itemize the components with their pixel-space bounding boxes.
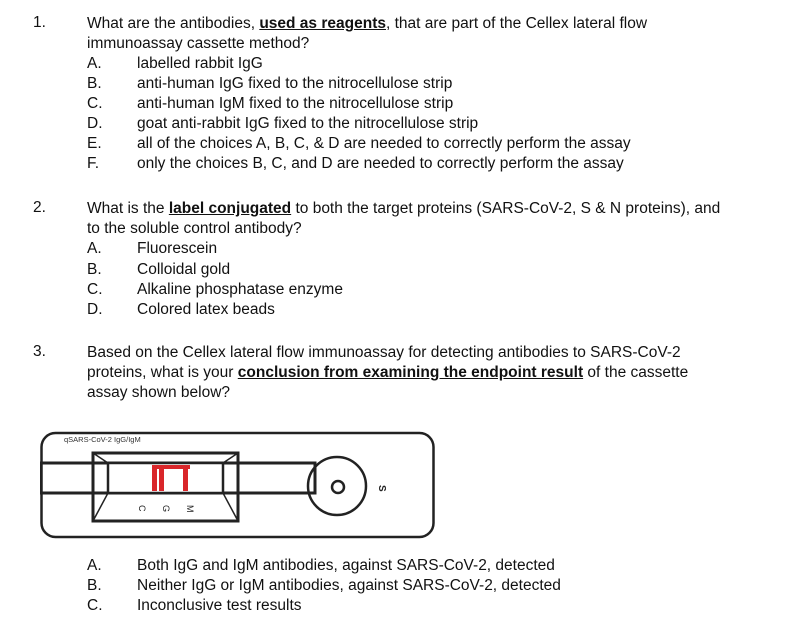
option-f: F. only the choices B, C, and D are needed to correctly perform the assay xyxy=(87,155,624,172)
stem-text: What is the xyxy=(87,200,169,217)
option-c: C. Inconclusive test results xyxy=(87,597,302,614)
stem-text: to both the target proteins (SARS-CoV-2, S & N proteins), and to the soluble control antibody? xyxy=(87,200,721,237)
result-line-bar xyxy=(152,465,190,469)
stem-emphasis: used as reagents xyxy=(259,15,386,32)
option-b: B. anti-human IgG fixed to the nitrocellulose strip xyxy=(87,75,453,92)
option-b: B. Neither IgG or IgM antibodies, against SARS-CoV-2, detected xyxy=(87,577,561,594)
window-marks xyxy=(137,505,195,513)
well-label: S xyxy=(376,485,387,492)
result-line-m xyxy=(183,467,188,491)
option-d: D. goat anti-rabbit IgG fixed to the nitrocellulose strip xyxy=(87,115,479,132)
option-e: E. all of the choices A, B, C, & D are needed to correctly perform the assay xyxy=(87,135,631,152)
stem-text: Based on the Cellex lateral flow immunoassay for detecting antibodies to SARS-CoV-2 proteins, what is your xyxy=(87,344,681,381)
stem-text: What are the antibodies, xyxy=(87,15,260,32)
mark-g: G xyxy=(161,505,171,513)
mark-m: M xyxy=(185,505,195,513)
stem-emphasis: conclusion from examining the endpoint result xyxy=(237,364,584,381)
bevel-line xyxy=(223,493,238,521)
option-a: A. Fluorescein xyxy=(87,240,218,257)
sample-well-outer xyxy=(308,457,366,515)
question-stem xyxy=(87,199,737,239)
stem-text: of the cassette assay shown below? xyxy=(87,364,689,401)
cassette-diagram xyxy=(40,425,435,540)
cassette-label: qSARS-CoV-2 IgG/IgM xyxy=(64,435,141,444)
option-b: B. Colloidal gold xyxy=(87,261,231,278)
result-line-left xyxy=(152,467,157,491)
question-number: 2. xyxy=(33,199,46,216)
option-a: A. Both IgG and IgM antibodies, against SARS-CoV-2, detected xyxy=(87,557,555,574)
option-c: C. Alkaline phosphatase enzyme xyxy=(87,281,343,298)
option-d: D. Colored latex beads xyxy=(87,301,275,318)
question-stem xyxy=(87,14,737,54)
question-number: 3. xyxy=(33,343,46,360)
stem-emphasis: label conjugated xyxy=(168,200,292,217)
question-stem xyxy=(87,343,712,403)
sample-well-inner xyxy=(332,481,344,493)
stem-text: , that are part of the Cellex lateral flow immunoassay cassette method? xyxy=(87,15,648,52)
question-number: 1. xyxy=(33,14,46,31)
bevel-line xyxy=(93,493,108,521)
option-a: A. labelled rabbit IgG xyxy=(87,55,263,72)
result-line-g xyxy=(159,467,164,491)
option-c: C. anti-human IgM fixed to the nitrocellulose strip xyxy=(87,95,454,112)
mark-c: C xyxy=(137,505,147,512)
